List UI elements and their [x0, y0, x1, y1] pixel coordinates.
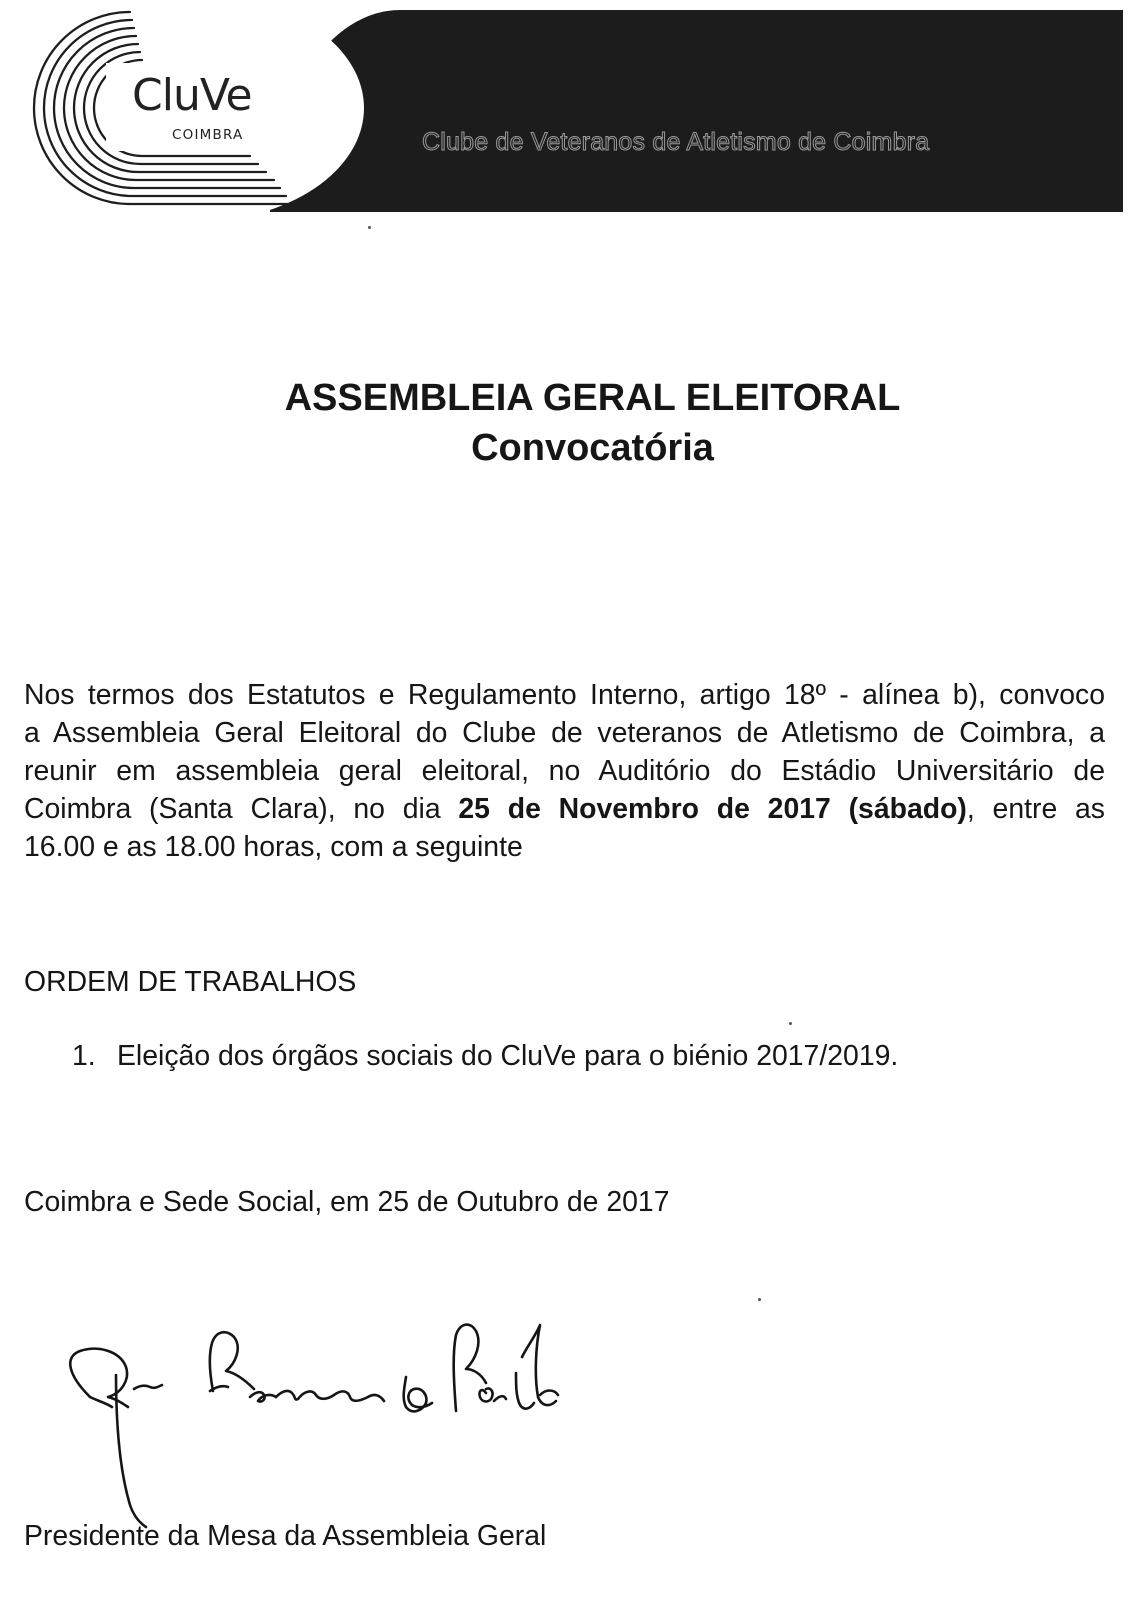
signatory-title: Presidente da Mesa da Assembleia Geral: [24, 1520, 547, 1552]
agenda-item: [72, 1037, 898, 1075]
paragraph-line: Nos termos dos Estatutos e Regulamento Interno, artigo 18º - alínea b), convoco: [24, 679, 1105, 711]
logo-name: CluVe: [132, 70, 252, 121]
document-subtitle: Convocatória: [471, 427, 714, 469]
agenda-heading: ORDEM DE TRABALHOS: [24, 966, 357, 998]
paragraph-text: Coimbra (Santa Clara), no dia: [24, 793, 459, 825]
document-title: ASSEMBLEIA GERAL ELEITORAL: [284, 377, 901, 419]
convocation-paragraph: [24, 676, 1105, 866]
header-banner: [270, 10, 1123, 212]
agenda-item-text: Eleição dos órgãos sociais do CluVe para o biénio 2017/2019.: [117, 1040, 899, 1072]
scan-speck: [368, 226, 371, 229]
scan-speck: [789, 1022, 792, 1025]
meeting-date: 25 de Novembro de 2017 (sábado): [458, 793, 967, 825]
paragraph-line: a Assembleia Geral Eleitoral do Clube de veteranos de Atletismo de Coimbra, a: [24, 717, 1105, 749]
paragraph-line: [24, 790, 1105, 828]
paragraph-line: reunir em assembleia geral eleitoral, no Auditório do Estádio Universitário de: [24, 755, 1105, 787]
logo-subtitle: COIMBRA: [172, 127, 244, 143]
paragraph-line: 16.00 e as 18.00 horas, com a seguinte: [24, 831, 523, 863]
agenda-item-number: 1.: [72, 1040, 96, 1072]
paragraph-text: , entre as: [966, 793, 1105, 825]
cluve-logo: [20, 8, 310, 208]
scan-speck: [758, 1298, 761, 1301]
place-and-date: Coimbra e Sede Social, em 25 de Outubro de 2017: [24, 1186, 670, 1218]
handwritten-signature: [50, 1315, 610, 1545]
header-tagline: Clube de Veteranos de Atletismo de Coimbra: [422, 128, 930, 156]
